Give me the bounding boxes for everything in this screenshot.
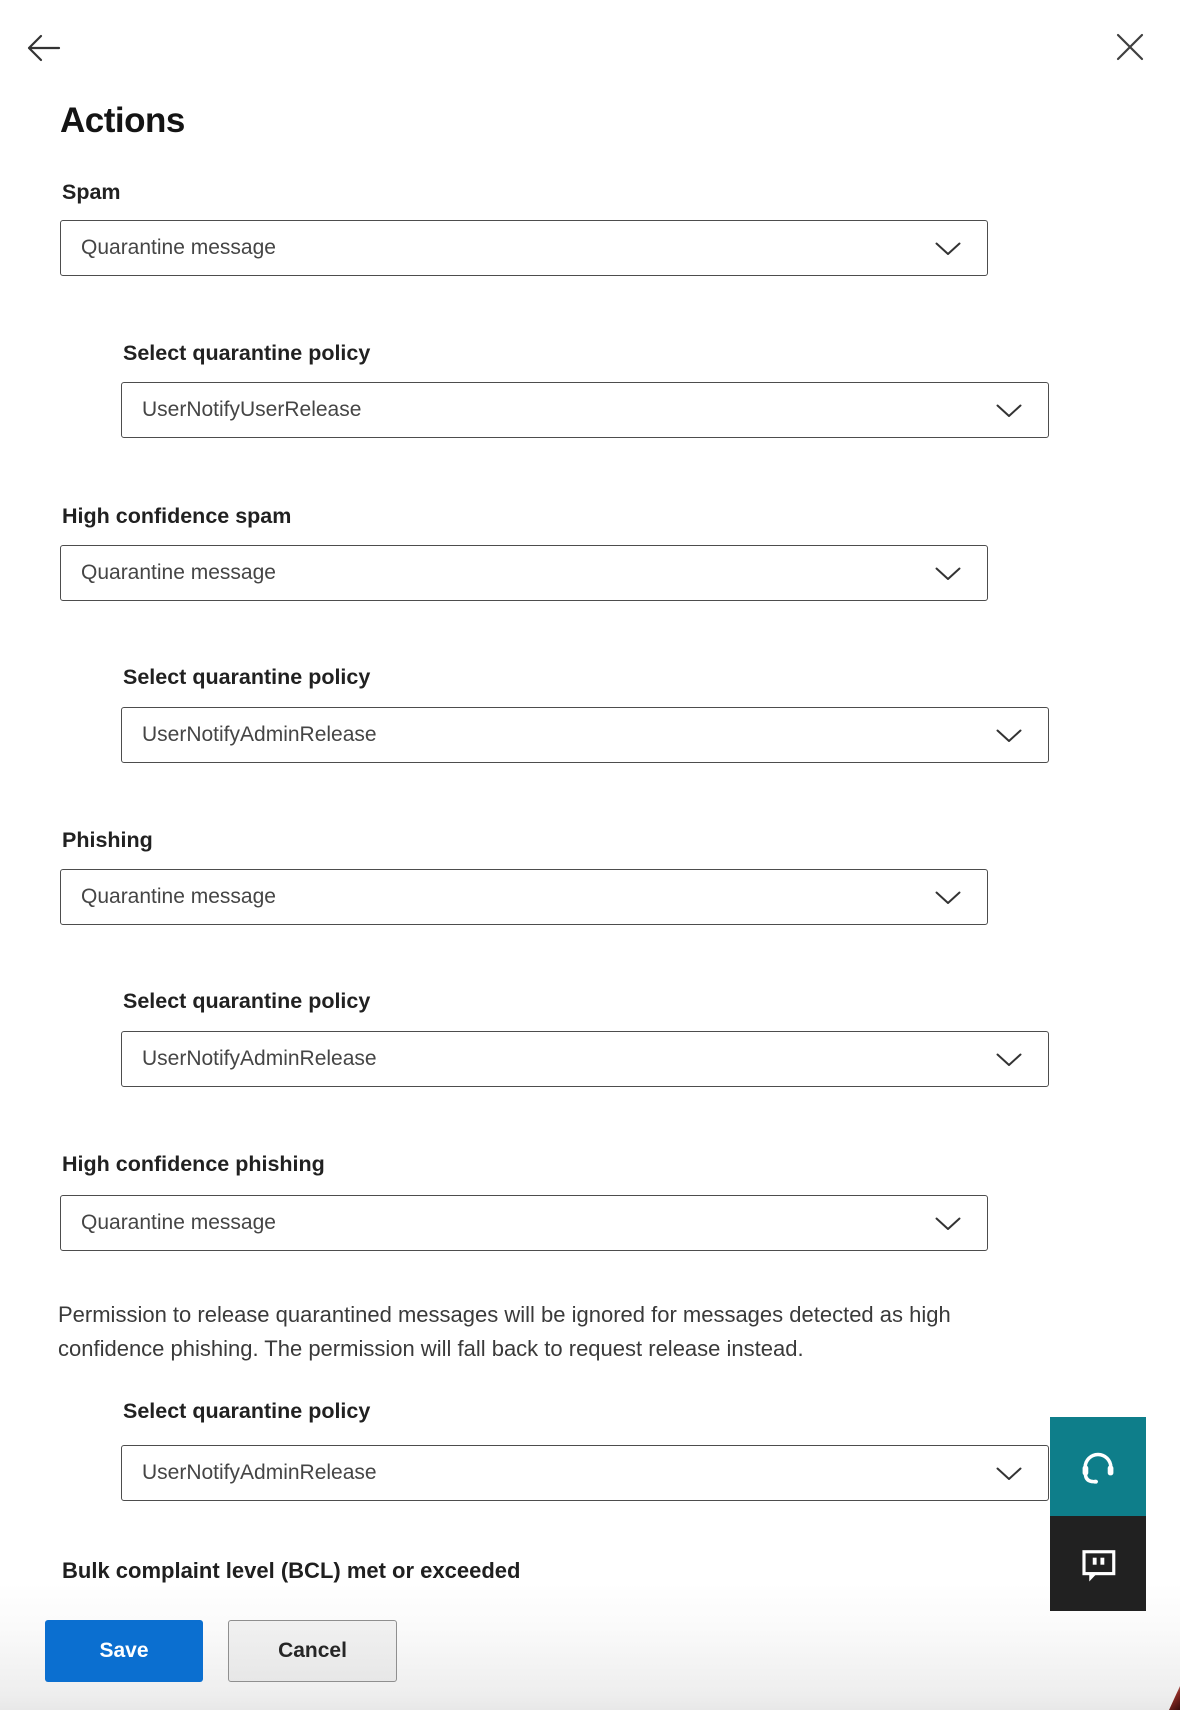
high-confidence-spam-action-dropdown[interactable]: [60, 545, 988, 601]
chat-bubble-icon: [1077, 1543, 1119, 1585]
high-confidence-spam-quarantine-policy-label: Select quarantine policy: [123, 665, 371, 689]
cancel-button[interactable]: Cancel: [228, 1620, 397, 1682]
chevron-down-icon: [996, 404, 1022, 418]
spam-label: Spam: [62, 180, 121, 204]
bulk-complaint-level-label: Bulk complaint level (BCL) met or exceeded: [62, 1558, 521, 1583]
feedback-chat-widget[interactable]: [1050, 1516, 1146, 1611]
save-button[interactable]: Save: [45, 1620, 203, 1682]
back-button[interactable]: [20, 26, 68, 70]
help-support-widget[interactable]: [1050, 1417, 1146, 1516]
high-confidence-phishing-quarantine-policy-value: UserNotifyAdminRelease: [142, 1461, 377, 1484]
spam-action-dropdown[interactable]: [60, 220, 988, 276]
phishing-quarantine-policy-value: UserNotifyAdminRelease: [142, 1047, 377, 1070]
high-confidence-phishing-quarantine-policy-dropdown[interactable]: [121, 1445, 1049, 1501]
high-confidence-spam-action-value: Quarantine message: [81, 561, 276, 584]
high-confidence-phishing-action-dropdown[interactable]: [60, 1195, 988, 1251]
spam-quarantine-policy-dropdown[interactable]: [121, 382, 1049, 438]
spam-quarantine-policy-value: UserNotifyUserRelease: [142, 398, 362, 421]
chevron-down-icon: [935, 891, 961, 905]
chevron-down-icon: [935, 567, 961, 581]
phishing-quarantine-policy-dropdown[interactable]: [121, 1031, 1049, 1087]
phishing-quarantine-policy-label: Select quarantine policy: [123, 989, 371, 1013]
spam-action-value: Quarantine message: [81, 236, 276, 259]
phishing-label: Phishing: [62, 828, 153, 852]
headset-icon: [1076, 1445, 1120, 1489]
close-icon: [1115, 32, 1145, 62]
chevron-down-icon: [996, 1467, 1022, 1481]
page-title: Actions: [60, 101, 185, 140]
high-confidence-spam-quarantine-policy-value: UserNotifyAdminRelease: [142, 723, 377, 746]
phishing-action-dropdown[interactable]: [60, 869, 988, 925]
arrow-left-icon: [26, 33, 62, 63]
spam-quarantine-policy-label: Select quarantine policy: [123, 341, 371, 365]
high-confidence-spam-label: High confidence spam: [62, 504, 292, 528]
phishing-action-value: Quarantine message: [81, 885, 276, 908]
high-confidence-phishing-quarantine-policy-label: Select quarantine policy: [123, 1399, 371, 1423]
high-confidence-phishing-note: Permission to release quarantined messages will be ignored for messages detected as high confidence phishing. The permission will fall back to request release instead.: [58, 1302, 951, 1361]
chevron-down-icon: [996, 1053, 1022, 1067]
chevron-down-icon: [935, 242, 961, 256]
high-confidence-spam-quarantine-policy-dropdown[interactable]: [121, 707, 1049, 763]
footer-bar: [0, 1584, 1180, 1710]
high-confidence-phishing-label: High confidence phishing: [62, 1152, 325, 1176]
high-confidence-phishing-action-value: Quarantine message: [81, 1211, 276, 1234]
chevron-down-icon: [935, 1217, 961, 1231]
chevron-down-icon: [996, 729, 1022, 743]
close-button[interactable]: [1104, 22, 1156, 72]
